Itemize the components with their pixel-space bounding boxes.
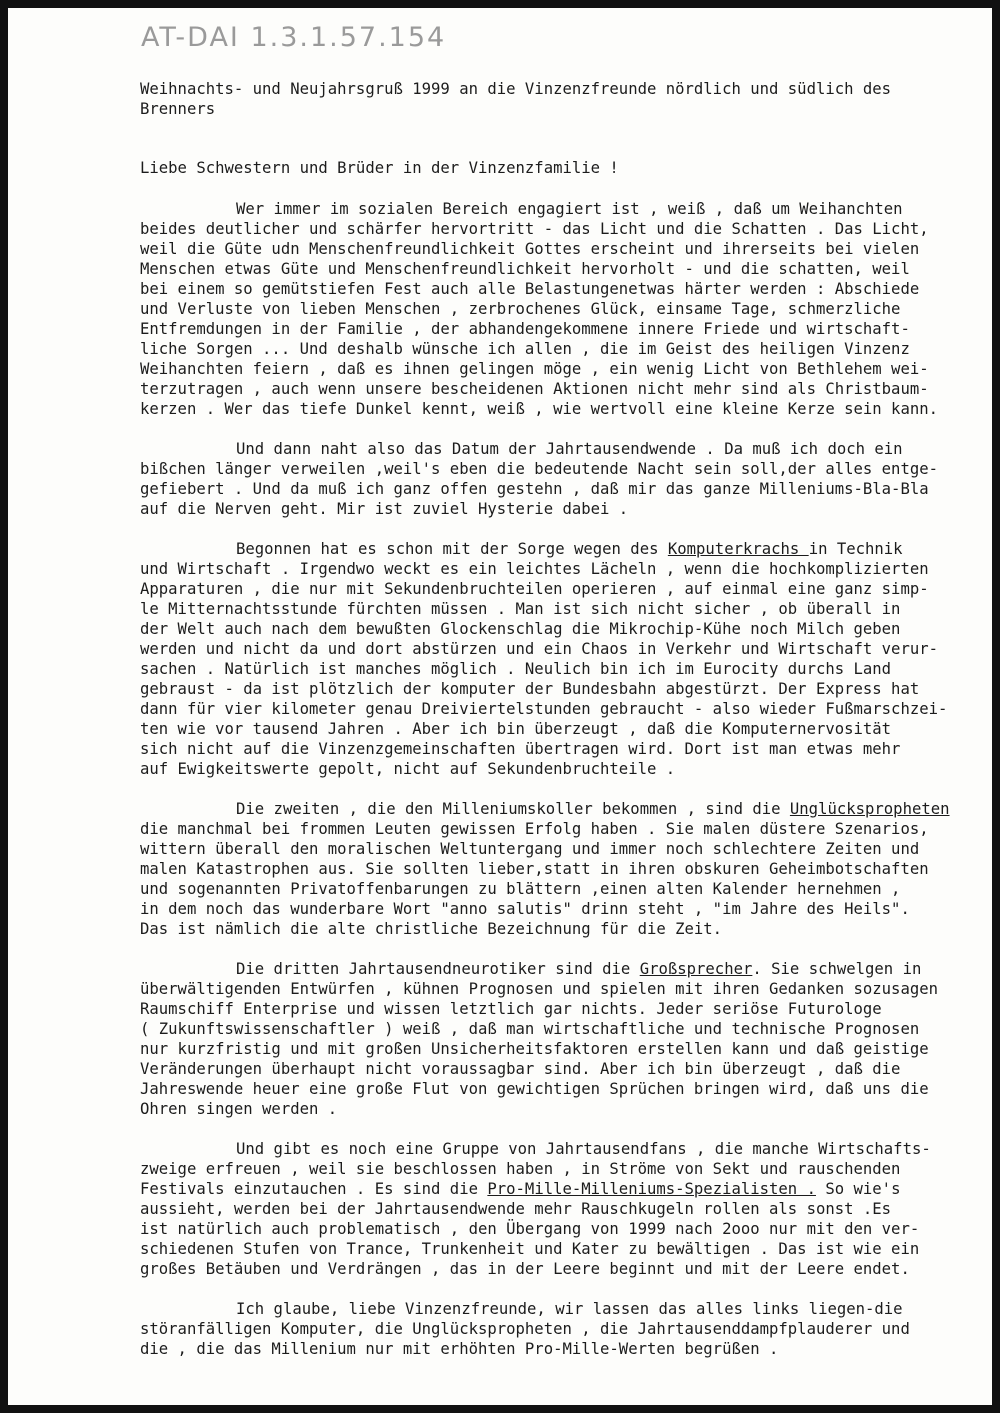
text-line: Die dritten Jahrtausendneurotiker sind die Großsprecher. Sie schwelgen in (236, 960, 922, 978)
text-line: Weihanchten feiern , daß es ihnen gelingen möge , ein wenig Licht von Bethlehem wei- (140, 360, 929, 378)
text-line: und sogenannten Privatoffenbarungen zu blättern ,einen alten Kalender hernehmen , (140, 880, 901, 898)
paragraph-6 (140, 1139, 970, 1279)
text-line: Entfremdungen in der Familie , der abhandengekommene innere Friede und wirtschaft- (140, 320, 910, 338)
text-line: Wer immer im sozialen Bereich engagiert ist , weiß , daß um Weihanchten (236, 200, 903, 218)
text-line: ist natürlich auch problematisch , den Übergang von 1999 nach 2ooo nur mit den ver- (140, 1220, 920, 1238)
text-line: aussieht, werden bei der Jahrtausendwende mehr Rauschkugeln rollen als sonst .Es (140, 1200, 892, 1218)
letter-title (140, 79, 970, 119)
text-line: auf Ewigkeitswerte gepolt, nicht auf Sekundenbruchteile . (140, 760, 676, 778)
salutation: Liebe Schwestern und Brüder in der Vinzenzfamilie ! (140, 159, 619, 177)
text-line: wittern überall den moralischen Weltuntergang und immer noch schlechtere Zeiten und (140, 840, 920, 858)
text-line: beides deutlicher und schärfer hervortritt - das Licht und die Schatten . Das Licht, (140, 220, 929, 238)
text-line: Und dann naht also das Datum der Jahrtausendwende . Da muß ich doch ein (236, 440, 903, 458)
text-line: in dem noch das wunderbare Wort "anno salutis" drinn steht , "im Jahre des Heils". (140, 900, 910, 918)
text-line: die manchmal bei frommen Leuten gewissen Erfolg haben . Sie malen düstere Szenarios, (140, 820, 929, 838)
underlined-term: Unglückspropheten (789, 800, 950, 818)
text-line: kerzen . Wer das tiefe Dunkel kennt, weiß , wie wertvoll eine kleine Kerze sein kann. (140, 400, 938, 418)
text-line: und Verluste von lieben Menschen , zerbrochenes Glück, einsame Tage, schmerzliche (140, 300, 901, 318)
text-line: die , die das Millenium nur mit erhöhten Pro-Mille-Werten begrüßen . (140, 1340, 779, 1358)
paragraph-2 (140, 439, 970, 519)
title-line: Weihnachts- und Neujahrsgruß 1999 an die Vinzenzfreunde nördlich und südlich des (140, 80, 892, 98)
text-line: sich nicht auf die Vinzenzgemeinschaften übertragen wird. Dort ist man etwas mehr (140, 740, 901, 758)
text-line: schiedenen Stufen von Trance, Trunkenheit und Kater zu bewältigen . Das ist wie ein (140, 1240, 920, 1258)
text-line: Raumschiff Enterprise und wissen letztlich gar nichts. Jeder seriöse Futurologe (140, 1000, 882, 1018)
text-line: der Welt auch nach dem bewußten Glockenschlag die Mikrochip-Kühe noch Milch geben (140, 620, 901, 638)
text-line: Das ist nämlich die alte christliche Bezeichnung für die Zeit. (140, 920, 723, 938)
text-line: liche Sorgen ... Und deshalb wünsche ich allen , die im Geist des heiligen Vinzenz (140, 340, 910, 358)
paragraph-5 (140, 959, 970, 1119)
text-line: nur kurzfristig und mit großen Unsicherheitsfaktoren erstellen kann und daß geistige (140, 1040, 929, 1058)
text-line: werden und nicht da und dort abstürzen und ein Chaos in Verkehr und Wirtschaft verur- (140, 640, 938, 658)
text-line: Ich glaube, liebe Vinzenzfreunde, wir lassen das alles links liegen-die (236, 1300, 903, 1318)
text-line: Jahreswende heuer eine große Flut von gewichtigen Sprüchen bringen wird, daß uns die (140, 1080, 929, 1098)
text-line: großes Betäuben und Verdrängen , das in der Leere beginnt und mit der Leere endet. (140, 1260, 910, 1278)
text-line: zweige erfreuen , weil sie beschlossen haben , in Ströme von Sekt und rauschenden (140, 1160, 901, 1178)
paragraph-3 (140, 539, 970, 779)
underlined-term: Komputerkrachs (667, 540, 809, 558)
paragraph-7 (140, 1299, 970, 1359)
text-line: gebraust - da ist plötzlich der komputer der Bundesbahn abgestürzt. Der Express hat (140, 680, 920, 698)
text-line: Ohren singen werden . (140, 1100, 338, 1118)
text-line: ( Zukunftswissenschaftler ) weiß , daß man wirtschaftliche und technische Prognosen (140, 1020, 920, 1038)
paragraph-4 (140, 799, 970, 939)
letter-body (140, 79, 970, 1379)
text-line: Veränderungen überhaupt nicht voraussagbar sind. Aber ich bin überzeugt , daß die (140, 1060, 901, 1078)
underlined-term: Großsprecher (639, 960, 753, 978)
text-line: überwältigenden Entwürfen , kühnen Prognosen und spielen mit ihren Gedanken sozusagen (140, 980, 938, 998)
text-line: bißchen länger verweilen ,weil's eben die bedeutende Nacht sein soll,der alles entge- (140, 460, 938, 478)
text-line: gefiebert . Und da muß ich ganz offen gestehn , daß mir das ganze Milleniums-Bla-Bla (140, 480, 929, 498)
text-line: auf die Nerven geht. Mir ist zuviel Hysterie dabei . (140, 500, 629, 518)
text-line: störanfälligen Komputer, die Unglückspropheten , die Jahrtausenddampfplauderer und (140, 1320, 910, 1338)
text-line: sachen . Natürlich ist manches möglich . Neulich bin ich im Eurocity durchs Land (140, 660, 892, 678)
text-line: dann für vier kilometer genau Dreiviertelstunden gebraucht - also wieder Fußmarschzei- (140, 700, 948, 718)
text-line: Begonnen hat es schon mit der Sorge wegen des Komputerkrachs in Technik (236, 540, 903, 558)
text-line: ten wie vor tausend Jahren . Aber ich bin überzeugt , daß die Komputernervosität (140, 720, 892, 738)
text-line: malen Katastrophen aus. Sie sollten lieber,statt in ihren obskuren Geheimbotschaften (140, 860, 929, 878)
paragraph-1 (140, 199, 970, 419)
text-line: und Wirtschaft . Irgendwo weckt es ein leichtes Lächeln , wenn die hochkomplizierten (140, 560, 929, 578)
text-line: Festivals einzutauchen . Es sind die Pro-Mille-Milleniums-Spezialisten . So wie's (140, 1180, 901, 1198)
text-line: Und gibt es noch eine Gruppe von Jahrtausendfans , die manche Wirtschafts- (236, 1140, 931, 1158)
text-line: Menschen etwas Güte und Menschenfreundlichkeit hervorholt - und die schatten, weil (140, 260, 910, 278)
title-line: Brenners (140, 100, 216, 118)
text-line: Apparaturen , die nur mit Sekundenbruchteilen operieren , auf einmal eine ganz simp- (140, 580, 929, 598)
document-page (8, 8, 992, 1405)
text-line: Die zweiten , die den Milleniumskoller bekommen , sind die Unglückspropheten (236, 800, 950, 818)
underlined-term: Pro-Mille-Milleniums-Spezialisten . (487, 1180, 816, 1198)
archive-reference: AT-DAI 1.3.1.57.154 (141, 22, 447, 53)
text-line: terzutragen , auch wenn unsere bescheidenen Aktionen nicht mehr sind als Christbaum- (140, 380, 929, 398)
text-line: bei einem so gemütstiefen Fest auch alle Belastungenetwas härter werden : Abschiede (140, 280, 920, 298)
text-line: le Mitternachtsstunde fürchten müssen . Man ist sich nicht sicher , ob überall in (140, 600, 901, 618)
text-line: weil die Güte udn Menschenfreundlichkeit Gottes erscheint und ihrerseits bei vielen (140, 240, 920, 258)
